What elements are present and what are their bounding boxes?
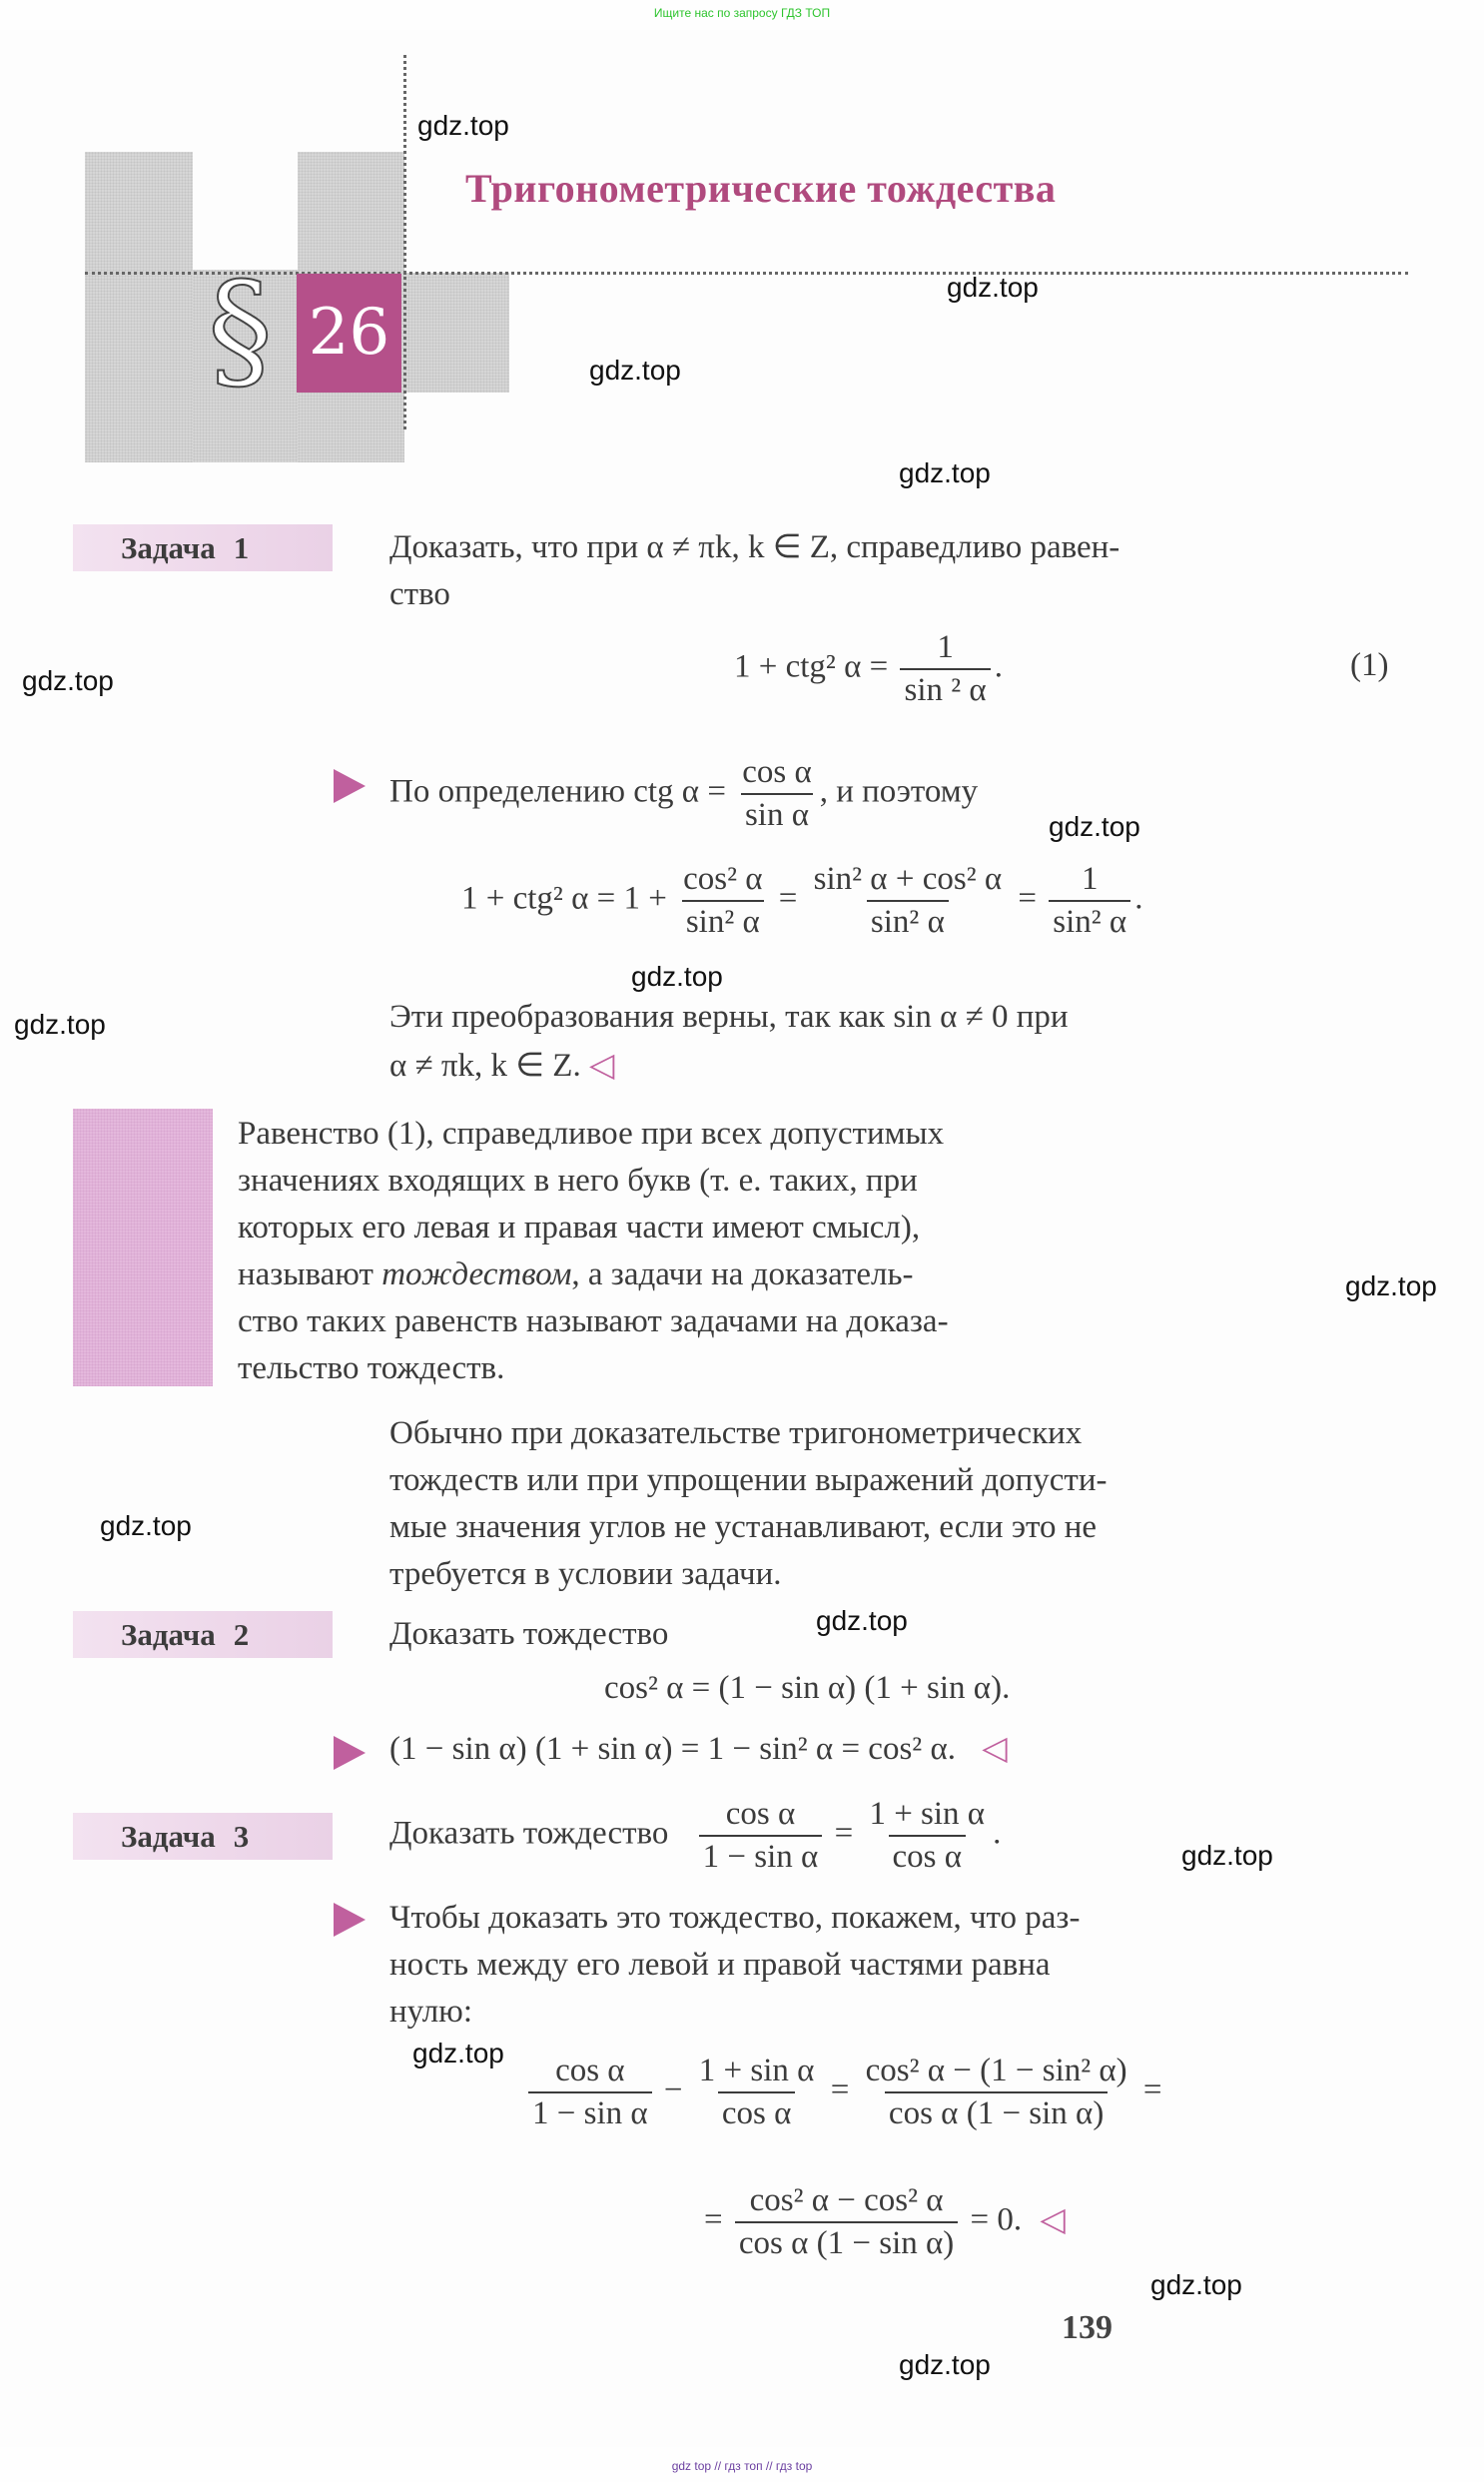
denominator: sin² α (867, 900, 949, 941)
fraction (900, 629, 990, 709)
denominator: sin² α (682, 900, 764, 941)
note-line: тождеств или при упрощении выражений допусти- (389, 1462, 1108, 1498)
denominator: 1 − sin α (528, 2091, 652, 2132)
task-1-transformation-chain (461, 861, 1142, 941)
formula-lhs: 1 + ctg² α = (734, 648, 889, 685)
equals: = (834, 1815, 854, 1852)
watermark: gdz.top (14, 1009, 106, 1040)
fraction (1049, 861, 1130, 941)
text: , а задачи на доказатель- (571, 1256, 914, 1292)
equals: = (1018, 880, 1038, 917)
task-number: 2 (233, 1617, 250, 1652)
watermark: gdz.top (631, 961, 723, 992)
watermark: gdz.top (1345, 1270, 1437, 1301)
fraction (679, 861, 766, 941)
task-1-label (73, 524, 333, 571)
note-line: Обычно при доказательстве тригонометрических (389, 1415, 1083, 1451)
defined-term: тождеством (381, 1256, 572, 1292)
fraction (810, 861, 1006, 941)
numerator: cos² α − (1 − sin² α) (865, 2053, 1127, 2088)
proof-start-marker-icon (334, 1736, 366, 1770)
text: Доказать тождество (389, 1815, 669, 1852)
task-1-statement (389, 524, 1400, 618)
section-number-badge: 26 (297, 274, 401, 393)
text: называют (238, 1256, 382, 1292)
footer-links: gdz top // гдз топ // гдз top (671, 2459, 813, 2473)
text: 1 + ctg² α = 1 + (461, 880, 667, 917)
watermark: gdz.top (589, 355, 681, 386)
task-3-proof-text (389, 1895, 1400, 2036)
conclusion-line (389, 1041, 1400, 1090)
task-2-statement: Доказать тождество (389, 1616, 669, 1652)
denominator: sin ² α (900, 668, 990, 709)
equals: = (778, 880, 798, 917)
numerator: cos α (555, 2053, 625, 2088)
definition-line: Равенство (1), справедливое при всех допустимых (238, 1116, 945, 1152)
proof-text: (1 − sin α) (1 + sin α) = 1 − sin² α = cos² α. (389, 1731, 956, 1767)
watermark: gdz.top (1049, 811, 1140, 842)
header-gray-block-left (85, 152, 193, 462)
punct: . (993, 1815, 1002, 1852)
task-3-label (73, 1813, 333, 1860)
watermark: gdz.top (412, 2038, 504, 2068)
denominator: sin α (741, 793, 813, 834)
definition-line: значениях входящих в него букв (т. е. таких, при (238, 1163, 918, 1199)
fraction (865, 1796, 989, 1876)
conclusion-line: Эти преобразования верны, так как sin α ≠ 0 при (389, 999, 1069, 1035)
equals: = (704, 2201, 723, 2238)
note-paragraph (389, 1410, 1400, 1598)
proof-start-marker-icon (334, 769, 366, 803)
proof-line: ность между его левой и правой частями равна (389, 1947, 1051, 1983)
watermark: gdz.top (899, 2349, 991, 2380)
denominator: cos α (718, 2091, 796, 2132)
denominator: cos α (889, 1835, 967, 1876)
text: α ≠ πk, k ∈ Z. (389, 1048, 581, 1084)
punct: . (1134, 880, 1143, 917)
text: = 0. (970, 2201, 1023, 2238)
fraction (862, 2053, 1131, 2132)
note-line: мые значения углов не устанавливают, если это не (389, 1509, 1098, 1545)
text: , и поэтому (819, 773, 979, 810)
watermark: gdz.top (1181, 1840, 1273, 1871)
punct: . (994, 648, 1003, 685)
denominator: cos α (1 − sin α) (885, 2091, 1108, 2132)
task-1-conclusion (389, 994, 1400, 1090)
minus: − (663, 2071, 683, 2108)
task-1-proof-line (389, 754, 978, 834)
watermark: gdz.top (899, 457, 991, 488)
identity-formula-2: cos² α = (1 − sin α) (1 + sin α). (604, 1670, 1011, 1706)
definition-line: тельство тождеств. (238, 1350, 505, 1386)
task-2-proof (389, 1728, 1008, 1768)
numerator: 1 + sin α (869, 1796, 986, 1832)
equals: = (1142, 2071, 1162, 2108)
identity-formula-1 (734, 629, 1003, 709)
definition-line: ство таких равенств называют задачами на доказа- (238, 1303, 949, 1339)
definition-sidebar-bar (73, 1109, 213, 1386)
task-number: 3 (233, 1819, 250, 1854)
task-3-chain-line-1 (524, 2053, 1162, 2132)
fraction (528, 2053, 652, 2132)
watermark: gdz.top (816, 1605, 908, 1636)
section-sign-icon: § (208, 254, 273, 406)
fraction (695, 2053, 819, 2132)
fraction (699, 1796, 823, 1876)
note-line: требуется в условии задачи. (389, 1556, 782, 1592)
numerator: cos² α (683, 861, 763, 897)
proof-line: нулю: (389, 1994, 472, 2030)
watermark: gdz.top (1150, 2269, 1242, 2300)
top-banner: Ищите нас по запросу ГДЗ ТОП (653, 6, 831, 20)
definition-line: которых его левая и правая части имеют смысл), (238, 1210, 921, 1245)
numerator: cos α (742, 754, 812, 790)
proof-end-marker-icon: ◁ (1040, 2198, 1066, 2238)
numerator: sin² α + cos² α (813, 861, 1003, 897)
task-label-text: Задача (121, 530, 216, 565)
proof-end-marker-icon: ◁ (982, 1728, 1008, 1767)
page-number: 139 (1062, 2309, 1113, 2346)
watermark: gdz.top (417, 110, 509, 141)
fraction (735, 2182, 958, 2262)
equals: = (830, 2071, 850, 2108)
proof-start-marker-icon (334, 1903, 366, 1937)
numerator: 1 + sin α (698, 2053, 815, 2088)
vertical-dotted-rule (403, 55, 406, 429)
task-number: 1 (233, 530, 250, 565)
task-2-label (73, 1611, 333, 1658)
denominator: 1 − sin α (699, 1835, 823, 1876)
task-label-text: Задача (121, 1819, 216, 1854)
statement-line: Доказать, что при α ≠ πk, k ∈ Z, справедливо равен- (389, 529, 1120, 565)
numerator: 1 (1081, 861, 1099, 897)
statement-line: ство (389, 576, 450, 612)
watermark: gdz.top (22, 665, 114, 696)
numerator: cos α (725, 1796, 796, 1832)
numerator: 1 (937, 629, 954, 665)
header-gray-extension (404, 273, 509, 393)
definition-text (238, 1111, 1240, 1392)
numerator: cos² α − cos² α (749, 2182, 944, 2218)
definition-line (238, 1251, 1240, 1298)
task-3-statement (389, 1796, 1001, 1876)
fraction (738, 754, 816, 834)
watermark: gdz.top (100, 1510, 192, 1541)
denominator: sin² α (1049, 900, 1130, 941)
proof-line: Чтобы доказать это тождество, покажем, что раз- (389, 1900, 1081, 1936)
watermark: gdz.top (947, 272, 1039, 303)
task-label-text: Задача (121, 1617, 216, 1652)
section-title: Тригонометрические тождества (465, 166, 1057, 211)
task-3-chain-line-2 (704, 2182, 1066, 2262)
horizontal-dotted-rule (85, 272, 1408, 275)
proof-end-marker-icon: ◁ (588, 1045, 615, 1084)
denominator: cos α (1 − sin α) (735, 2221, 958, 2262)
text: По определению ctg α = (389, 773, 726, 810)
formula-tag: (1) (1350, 647, 1389, 683)
